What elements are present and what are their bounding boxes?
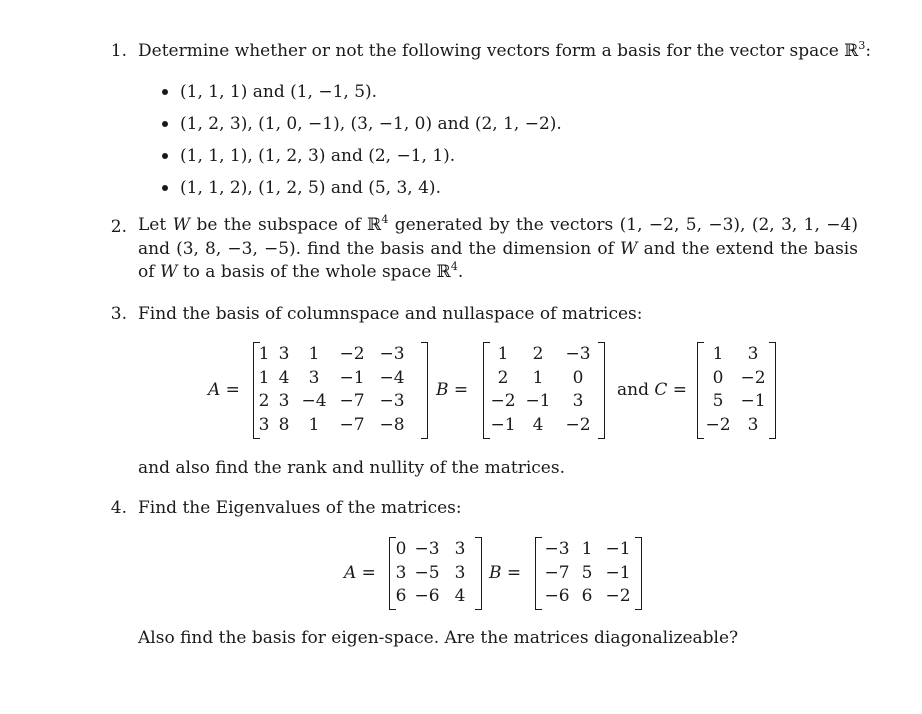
matrix-cell: 3 (258, 414, 270, 435)
q1-tail: : (865, 41, 872, 61)
matrix-cell: 0 (395, 539, 407, 559)
q2-part: to a basis of the whole space ℝ (177, 262, 451, 282)
q2-part: and the extend the basis of (138, 238, 858, 282)
matrix-row (257, 390, 411, 414)
matrix-row (701, 367, 771, 391)
matrix-row (257, 343, 411, 367)
matrix-cell: 6 (395, 586, 407, 606)
matrix-cell: −2 (740, 367, 766, 388)
q3-matrix-c (697, 342, 776, 439)
matrix-cell: 1 (581, 539, 593, 559)
q2-sup: 4 (450, 260, 458, 273)
matrix-cell: 3 (395, 562, 407, 583)
matrix-grid (487, 343, 599, 437)
matrix-cell: 1 (258, 367, 270, 388)
q3-matrix-a (253, 342, 428, 439)
matrix-row (701, 414, 771, 438)
matrix-cell: 1 (308, 344, 320, 364)
matrix-cell: 1 (308, 414, 320, 435)
q3-matrix-b (483, 342, 605, 439)
q1-item-2: (1, 2, 3), (1, 0, −1), (3, −1, 0) and (2, 1, −2). (180, 114, 562, 134)
matrix-cell: −3 (379, 391, 405, 411)
matrix-grid (257, 343, 411, 437)
q3-text: Find the basis of columnspace and nullaspace of matrices: (138, 304, 643, 324)
matrix-cell: −2 (565, 414, 591, 435)
matrix-cell: −7 (339, 391, 365, 411)
matrix-cell: −1 (605, 539, 631, 559)
q3-label-a: A = (208, 380, 240, 400)
q2-part: generated by the vectors (1, −2, 5, −3), (2, 3, 1, −4) and (3, 8, −3, −5). find the basis and the dimension of (138, 215, 858, 259)
bullet-icon (162, 89, 168, 95)
q3-number: 3. (110, 304, 127, 324)
matrix-cell: 3 (308, 367, 320, 388)
matrix-row (487, 390, 599, 414)
q2-part: be the subspace of ℝ (190, 215, 382, 235)
q1-item-4: (1, 1, 2), (1, 2, 5) and (5, 3, 4). (180, 178, 441, 198)
q4-label-a: A = (344, 563, 376, 583)
q3-c-label: C = (654, 380, 688, 400)
matrix-row (257, 367, 411, 391)
matrix-cell: −1 (339, 367, 365, 388)
matrix-row (539, 585, 637, 609)
matrix-cell: −8 (379, 414, 405, 435)
q1-item-1: (1, 1, 1) and (1, −1, 5). (180, 82, 378, 102)
matrix-cell: −2 (339, 344, 365, 364)
q4-matrix-b (535, 537, 642, 610)
q2-part: . (457, 262, 464, 282)
matrix-cell: 3 (572, 391, 584, 411)
matrix-cell: −3 (414, 539, 440, 559)
matrix-cell: −3 (379, 344, 405, 364)
matrix-cell: 3 (747, 344, 759, 364)
matrix-cell: 1 (497, 344, 509, 364)
matrix-cell: −4 (379, 367, 405, 388)
matrix-row (539, 562, 637, 586)
matrix-row (393, 562, 475, 586)
q4-label-b: B = (489, 563, 522, 583)
matrix-cell: 2 (258, 391, 270, 411)
matrix-grid (539, 538, 637, 609)
q4-matrix-a (389, 537, 482, 610)
matrix-row (393, 585, 475, 609)
matrix-cell: 3 (278, 344, 290, 364)
bullet-icon (162, 153, 168, 159)
matrix-cell: −2 (605, 586, 631, 606)
matrix-cell: 0 (572, 367, 584, 388)
matrix-cell: −7 (544, 562, 570, 583)
q2-part: Let (138, 215, 173, 235)
matrix-cell: −5 (414, 562, 440, 583)
matrix-grid (701, 343, 771, 437)
matrix-row (701, 390, 771, 414)
matrix-cell: 2 (497, 367, 509, 388)
matrix-cell: −1 (525, 391, 551, 411)
q3-and: and (617, 380, 655, 400)
matrix-cell: −2 (705, 414, 731, 435)
q1-item-3: (1, 1, 1), (1, 2, 3) and (2, −1, 1). (180, 146, 456, 166)
matrix-cell: 4 (278, 367, 290, 388)
matrix-cell: −2 (490, 391, 516, 411)
q4-text: Find the Eigenvalues of the matrices: (138, 498, 462, 518)
matrix-cell: 4 (454, 586, 466, 606)
matrix-row (393, 538, 475, 562)
matrix-cell: −7 (339, 414, 365, 435)
matrix-cell: −1 (740, 391, 766, 411)
q2-var-w: W (172, 215, 191, 235)
matrix-cell: 3 (454, 562, 466, 583)
q3-label-b: B = (436, 380, 469, 400)
matrix-cell: −1 (605, 562, 631, 583)
q4-number: 4. (110, 498, 127, 518)
q4-followup: Also find the basis for eigen-space. Are the matrices diagonalizeable? (138, 628, 739, 648)
q3-followup: and also find the rank and nullity of the matrices. (138, 458, 565, 478)
q1-prompt: Determine whether or not the following vectors form a basis for the vector space ℝ (138, 41, 859, 61)
q2-text (138, 214, 858, 285)
matrix-row (539, 538, 637, 562)
matrix-cell: 6 (581, 586, 593, 606)
matrix-cell: −3 (565, 344, 591, 364)
q2-sup: 4 (381, 213, 389, 226)
q2-var-w: W (620, 238, 638, 259)
matrix-cell: −6 (414, 586, 440, 606)
matrix-cell: 8 (278, 414, 290, 435)
q1-text (138, 41, 871, 61)
matrix-cell: 4 (532, 414, 544, 435)
matrix-row (257, 414, 411, 438)
q2-number: 2. (110, 217, 127, 237)
matrix-cell: 3 (454, 539, 466, 559)
q1-number: 1. (110, 41, 127, 61)
matrix-cell: −1 (490, 414, 516, 435)
q1-sup: 3 (858, 39, 866, 52)
matrix-cell: 3 (278, 391, 290, 411)
matrix-cell: 0 (712, 367, 724, 388)
matrix-cell: 2 (532, 344, 544, 364)
bullet-icon (162, 185, 168, 191)
matrix-cell: 1 (258, 344, 270, 364)
matrix-cell: −3 (544, 539, 570, 559)
matrix-grid (393, 538, 475, 609)
matrix-cell: −6 (544, 586, 570, 606)
q2-var-w: W (159, 262, 178, 282)
matrix-cell: 5 (581, 562, 593, 583)
matrix-row (487, 414, 599, 438)
matrix-row (701, 343, 771, 367)
matrix-cell: 5 (712, 391, 724, 411)
matrix-row (487, 367, 599, 391)
matrix-cell: 1 (532, 367, 544, 388)
matrix-cell: −4 (301, 391, 327, 411)
q3-label-c (617, 380, 687, 400)
matrix-row (487, 343, 599, 367)
bullet-icon (162, 121, 168, 127)
matrix-cell: 3 (747, 414, 759, 435)
matrix-cell: 1 (712, 344, 724, 364)
